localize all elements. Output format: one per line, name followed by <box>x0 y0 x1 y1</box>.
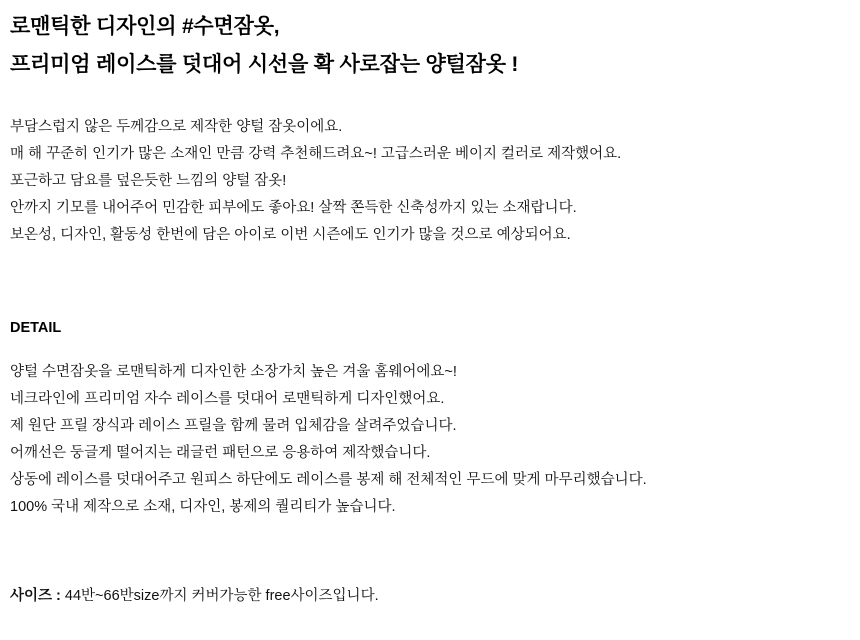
detail-line-4: 어깨선은 둥글게 떨어지는 래글런 패턴으로 응용하여 제작했습니다. <box>10 445 431 461</box>
detail-line-6: 100% 국내 제작으로 소재, 디자인, 봉제의 퀄리티가 높습니다. <box>10 499 396 515</box>
detail-section-title: DETAIL <box>10 320 62 336</box>
detail-paragraph <box>10 359 850 521</box>
size-value: 44반~66반size까지 커버가능한 free사이즈입니다. <box>60 588 379 604</box>
intro-line-4: 안까지 기모를 내어주어 민감한 피부에도 좋아요! 살짝 쫀득한 신축성까지 있는 소재랍니다. <box>10 200 577 216</box>
intro-paragraph <box>10 114 850 249</box>
intro-line-3: 포근하고 담요를 덮은듯한 느낌의 양털 잠옷! <box>10 173 287 189</box>
intro-line-2: 매 해 꾸준히 인기가 많은 소재인 만큼 강력 추천해드려요~! 고급스러운 베이지 컬러로 제작했어요. <box>10 146 622 162</box>
detail-line-3: 제 원단 프릴 장식과 레이스 프릴을 함께 물려 입체감을 살려주었습니다. <box>10 418 457 434</box>
headline-line-1: 로맨틱한 디자인의 #수면잠옷, <box>10 15 280 38</box>
detail-line-2: 네크라인에 프리미엄 자수 레이스를 덧대어 로맨틱하게 디자인했어요. <box>10 391 445 407</box>
size-line <box>10 583 850 610</box>
size-section <box>10 583 850 610</box>
headline-line-2: 프리미엄 레이스를 덧대어 시선을 확 사로잡는 양털잠옷 ! <box>10 53 519 76</box>
detail-line-5: 상동에 레이스를 덧대어주고 원피스 하단에도 레이스를 봉제 해 전체적인 무드에 맞게 마무리했습니다. <box>10 472 647 488</box>
detail-line-1: 양털 수면잠옷을 로맨틱하게 디자인한 소장가치 높은 겨울 홈웨어에요~! <box>10 364 457 380</box>
headline <box>10 8 850 84</box>
intro-line-5: 보온성, 디자인, 활동성 한번에 담은 아이로 이번 시즌에도 인기가 많을 것으로 예상되어요. <box>10 227 571 243</box>
size-label: 사이즈 : <box>10 588 61 604</box>
intro-line-1: 부담스럽지 않은 두께감으로 제작한 양털 잠옷이에요. <box>10 119 343 135</box>
